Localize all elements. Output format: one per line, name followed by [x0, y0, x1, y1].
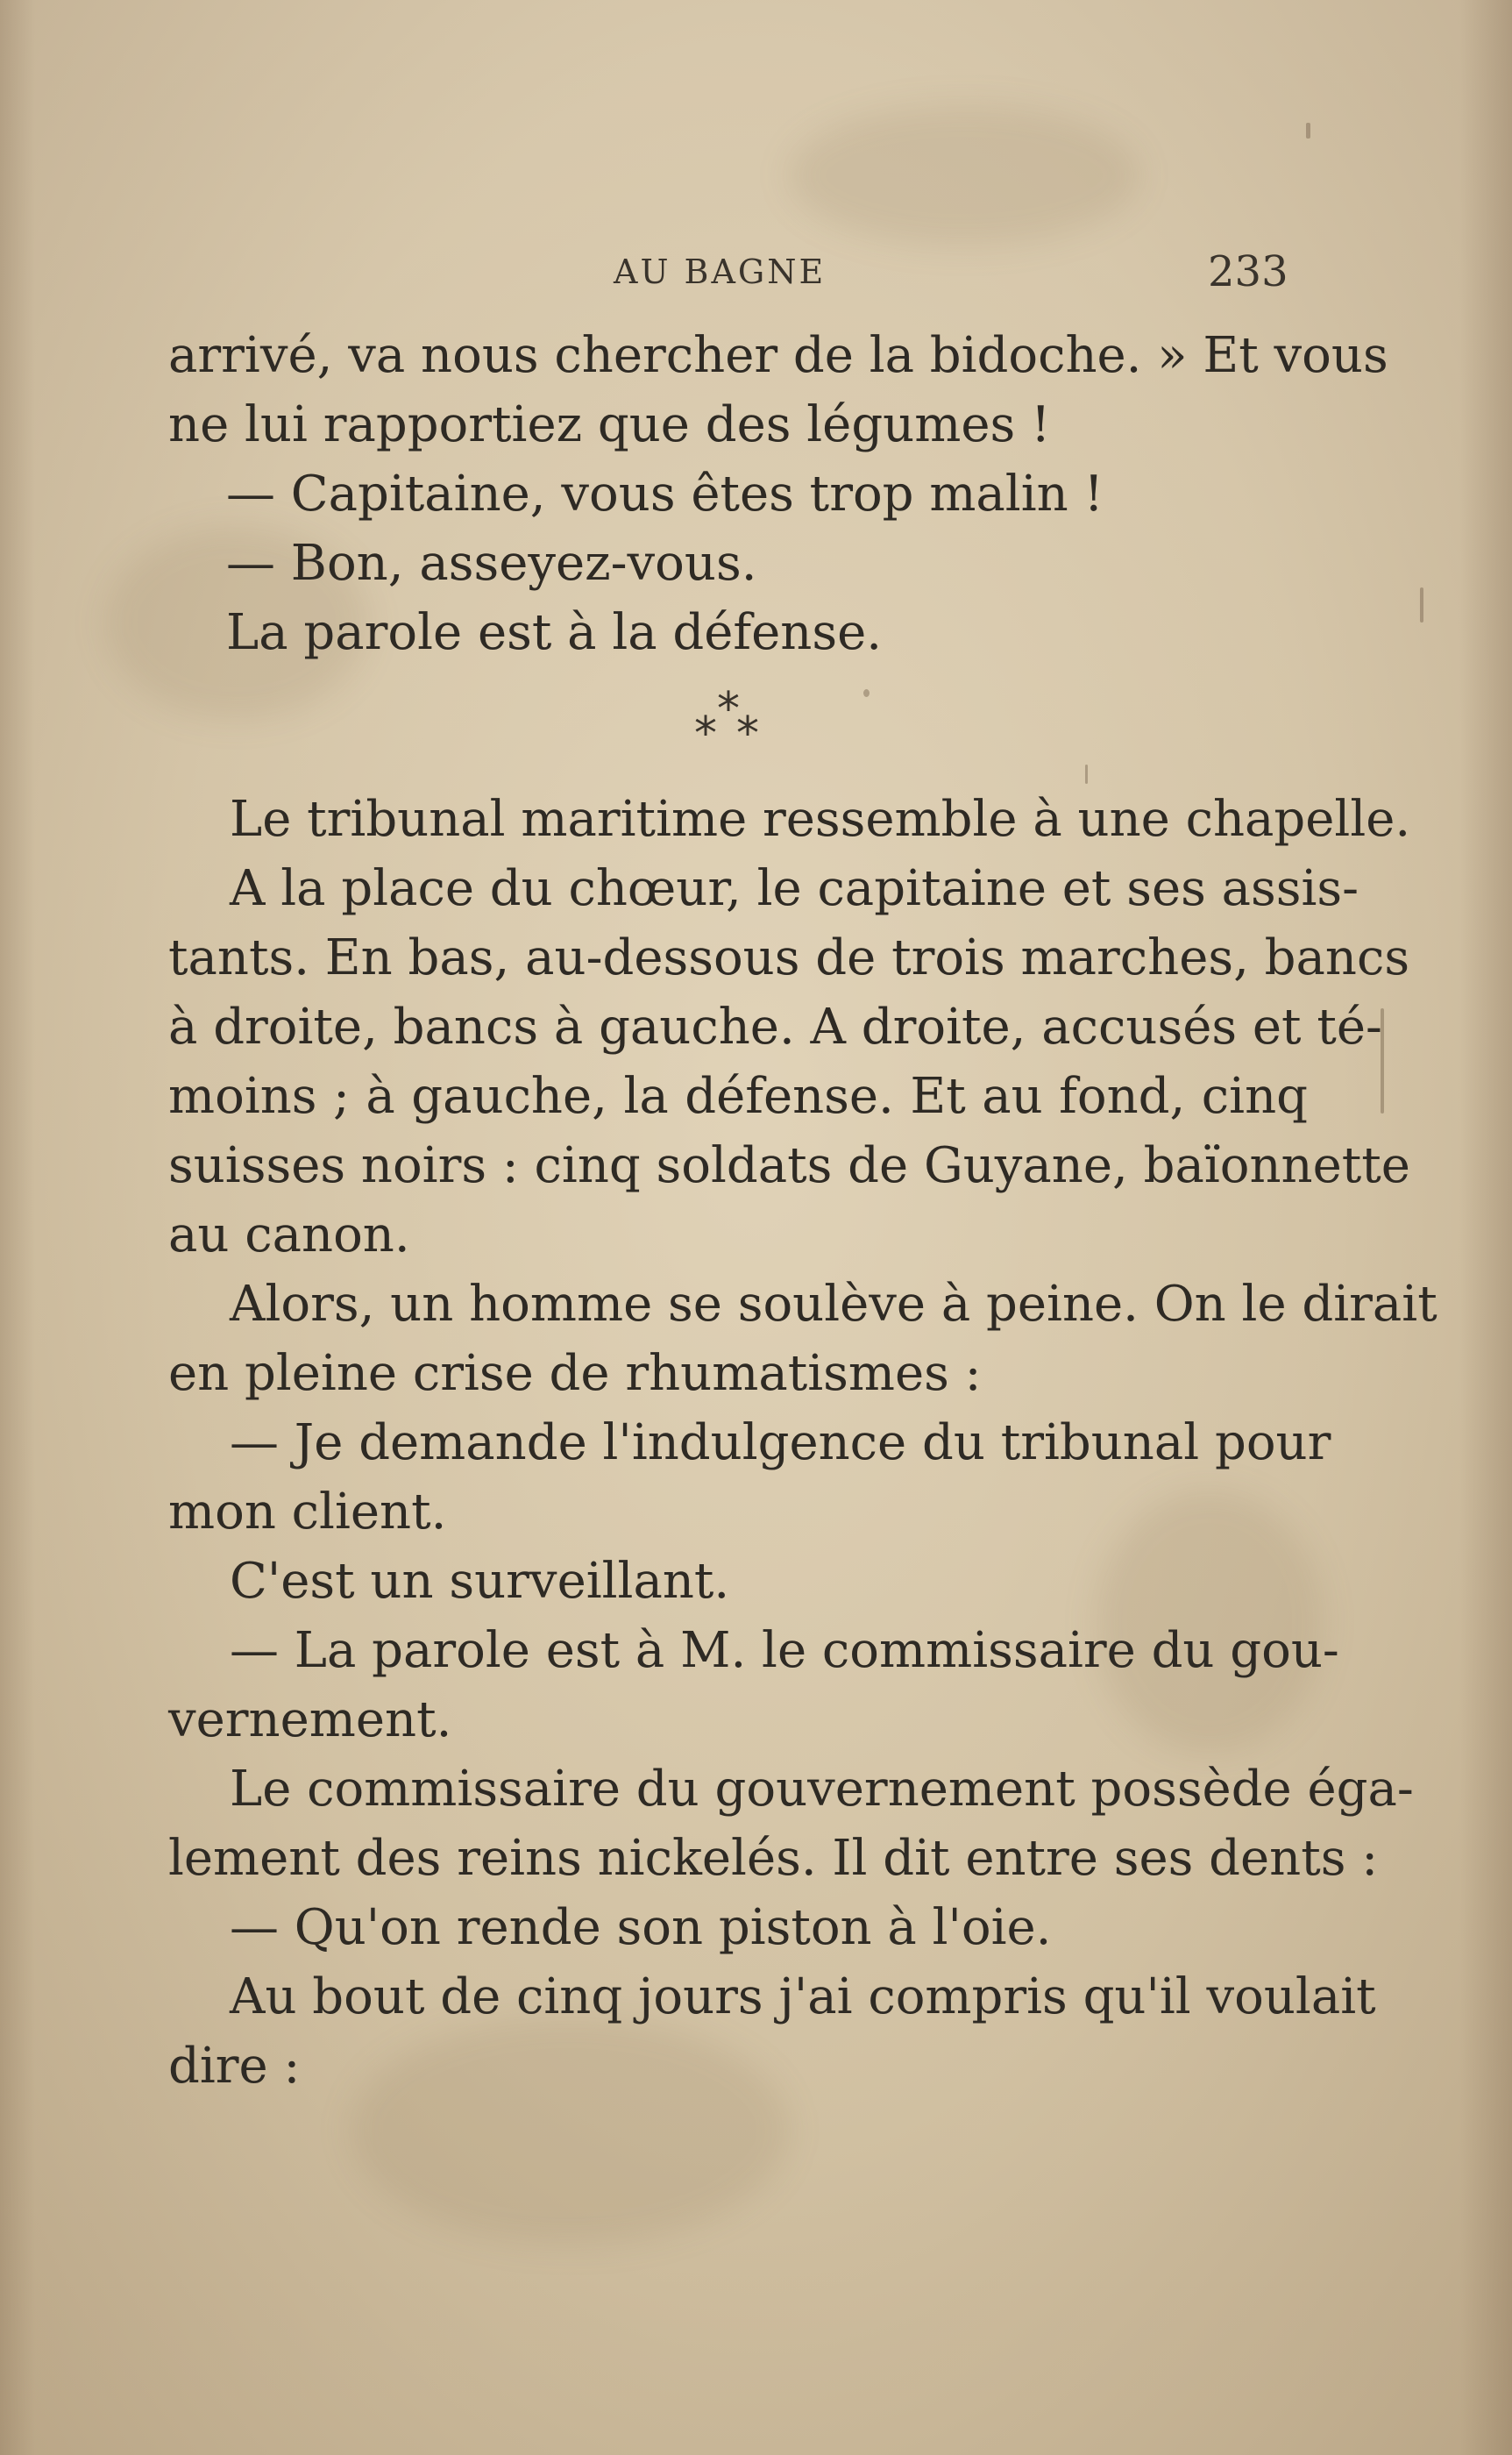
text-line: en pleine crise de rhumatismes : — [168, 1345, 982, 1402]
asterisk-right: * — [736, 708, 759, 760]
paper-stain — [789, 105, 1139, 246]
text-line: suisses noirs : cinq soldats de Guyane, baïonnette — [168, 1137, 1410, 1194]
paper-fleck — [1420, 587, 1423, 623]
text-line: moins ; à gauche, la défense. Et au fond, cinq — [168, 1068, 1308, 1125]
text-line: dire : — [168, 2038, 301, 2095]
text-line: — La parole est à M. le commissaire du gou- — [230, 1622, 1339, 1679]
paper-fleck — [1306, 123, 1310, 139]
text-line: lement des reins nickelés. Il dit entre ses dents : — [168, 1830, 1379, 1887]
text-line: Le commissaire du gouvernement possède éga- — [230, 1761, 1414, 1818]
asterisk-left: * — [694, 708, 717, 760]
text-line: — Bon, asseyez-vous. — [226, 535, 757, 592]
section-separator — [168, 667, 1308, 785]
text-line: — Je demande l'indulgence du tribunal pour — [230, 1414, 1331, 1471]
text-line: Alors, un homme se soulève à peine. On le dirait — [230, 1276, 1437, 1333]
page-edge-shadow-right — [1459, 0, 1512, 2455]
text-line: mon client. — [168, 1484, 447, 1541]
text-line: à droite, bancs à gauche. A droite, accusés et té- — [168, 999, 1382, 1056]
page-number: 233 — [1208, 247, 1288, 296]
text-line: Le tribunal maritime ressemble à une chapelle. — [230, 791, 1411, 848]
text-line: ne lui rapportiez que des légumes ! — [168, 396, 1051, 453]
running-head: AU BAGNE — [614, 253, 827, 291]
text-line: — Qu'on rende son piston à l'oie. — [230, 1899, 1052, 1956]
text-line: arrivé, va nous chercher de la bidoche. » Et vous — [168, 327, 1388, 384]
text-line: au canon. — [168, 1206, 410, 1263]
asterism — [685, 683, 782, 765]
text-line: Au bout de cinq jours j'ai compris qu'il voulait — [230, 1968, 1376, 2025]
body-text — [168, 321, 1437, 2101]
text-line: C'est un surveillant. — [230, 1553, 730, 1610]
text-line: — Capitaine, vous êtes trop malin ! — [226, 466, 1104, 523]
text-line: La parole est à la défense. — [226, 604, 883, 661]
asterisk-top: * — [717, 683, 740, 736]
text-line: A la place du chœur, le capitaine et ses assis- — [230, 860, 1359, 917]
text-line: vernement. — [168, 1691, 452, 1748]
text-line: tants. En bas, au-dessous de trois marches, bancs — [168, 929, 1410, 986]
page-edge-shadow-left — [0, 0, 35, 2455]
